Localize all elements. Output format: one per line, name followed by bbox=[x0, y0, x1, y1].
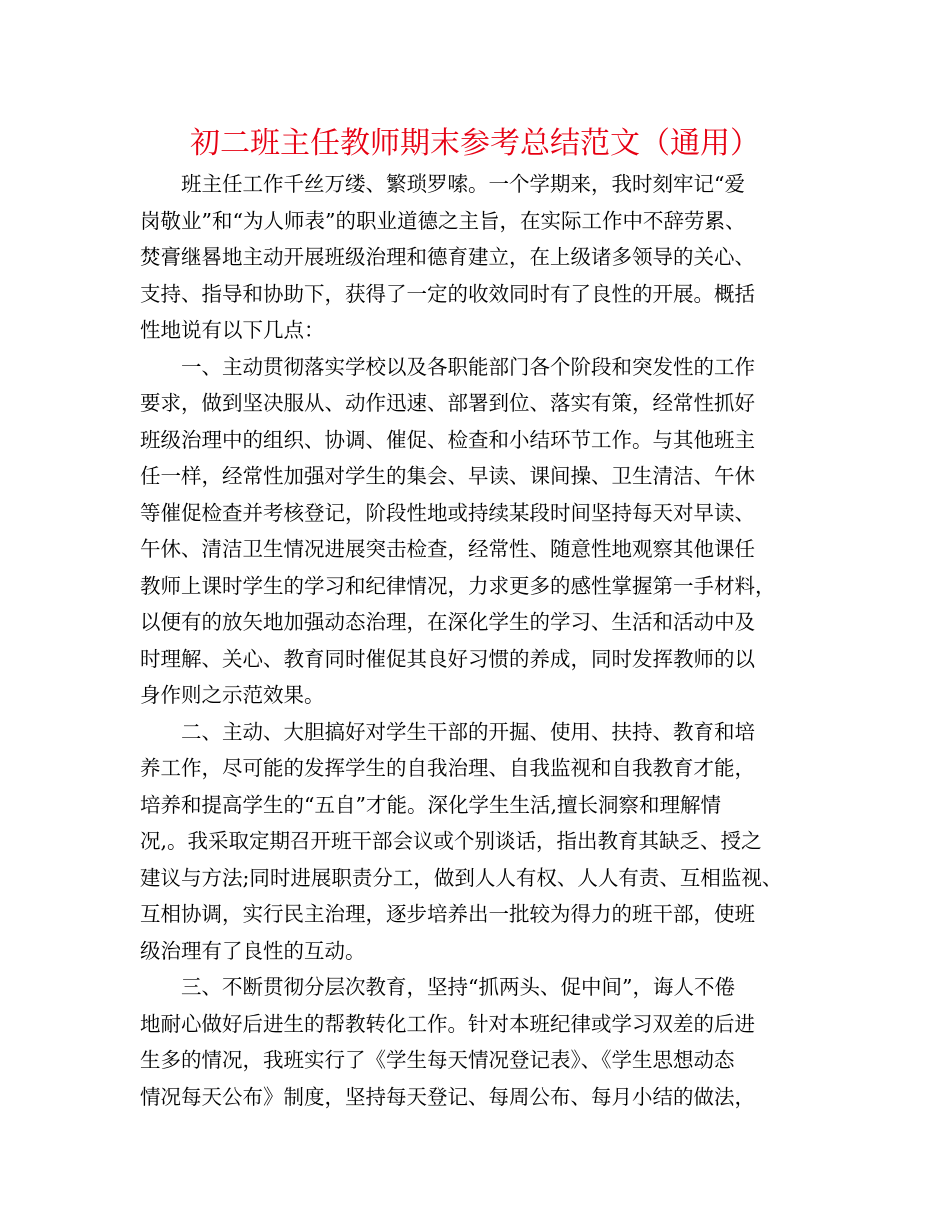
body-line: 焚膏继晷地主动开展班级治理和德育建立，在上级诸多领导的关心、 bbox=[140, 245, 755, 269]
document-title: 初二班主任教师期末参考总结范文（通用） bbox=[190, 126, 760, 161]
body-line: 午休、清洁卫生情况进展突击检查，经常性、随意性地观察其他课任 bbox=[140, 537, 755, 561]
body-line: 一、主动贯彻落实学校以及各职能部门各个阶段和突发性的工作 bbox=[181, 354, 755, 379]
body-line: 建议与方法;同时进展职责分工，做到人人有权、人人有责、互相监视、 bbox=[140, 865, 783, 890]
body-line: 班主任工作千丝万缕、繁琐罗嗦。一个学期来，我时刻牢记“爱 bbox=[181, 172, 745, 196]
body-line: 性地说有以下几点： bbox=[140, 318, 325, 342]
body-line: 要求，做到坚决服从、动作迅速、部署到位、落实有策，经常性抓好 bbox=[140, 391, 755, 415]
body-line: 三、不断贯彻分层次教育，坚持“抓两头、促中间”，诲人不倦 bbox=[181, 975, 735, 999]
body-line: 以便有的放矢地加强动态治理，在深化学生的学习、生活和活动中及 bbox=[140, 610, 755, 634]
body-line: 情况每天公布》制度，坚持每天登记、每周公布、每月小结的做法， bbox=[140, 1084, 755, 1109]
body-line: 班级治理中的组织、协调、催促、检查和小结环节工作。与其他班主 bbox=[140, 427, 755, 452]
body-line: 身作则之示范效果。 bbox=[140, 683, 325, 707]
body-line: 级治理有了良性的互动。 bbox=[140, 938, 366, 963]
body-line: 二、主动、大胆搞好对学生干部的开掘、使用、扶持、教育和培 bbox=[181, 719, 755, 744]
body-line: 地耐心做好后进生的帮教转化工作。针对本班纪律或学习双差的后进 bbox=[140, 1011, 755, 1036]
body-line: 互相协调，实行民主治理，逐步培养出一批较为得力的班干部，使班 bbox=[140, 902, 755, 926]
body-line: 岗敬业”和“为人师表”的职业道德之主旨，在实际工作中不辞劳累、 bbox=[140, 208, 746, 233]
body-line: 培养和提高学生的“五自”才能。深化学生生活,擅长洞察和理解情 bbox=[140, 792, 721, 817]
document-body bbox=[140, 166, 814, 1115]
body-line: 生多的情况，我班实行了《学生每天情况登记表》、《学生思想动态 bbox=[140, 1048, 735, 1072]
body-line: 等催促检查并考核登记，阶段性地或持续某段时间坚持每天对早读、 bbox=[140, 500, 755, 525]
body-line: 时理解、关心、教育同时催促其良好习惯的养成，同时发挥教师的以 bbox=[140, 646, 755, 671]
body-line: 教师上课时学生的学习和纪律情况，力求更多的感性掌握第一手材料， bbox=[140, 573, 776, 598]
body-line: 任一样，经常性加强对学生的集会、早读、课间操、卫生清洁、午休 bbox=[140, 464, 755, 488]
body-line: 养工作，尽可能的发挥学生的自我治理、自我监视和自我教育才能， bbox=[140, 756, 755, 780]
body-line: 况,。我采取定期召开班干部会议或个别谈话，指出教育其缺乏、授之 bbox=[140, 829, 762, 853]
body-line: 支持、指导和协助下，获得了一定的收效同时有了良性的开展。概括 bbox=[140, 281, 755, 306]
